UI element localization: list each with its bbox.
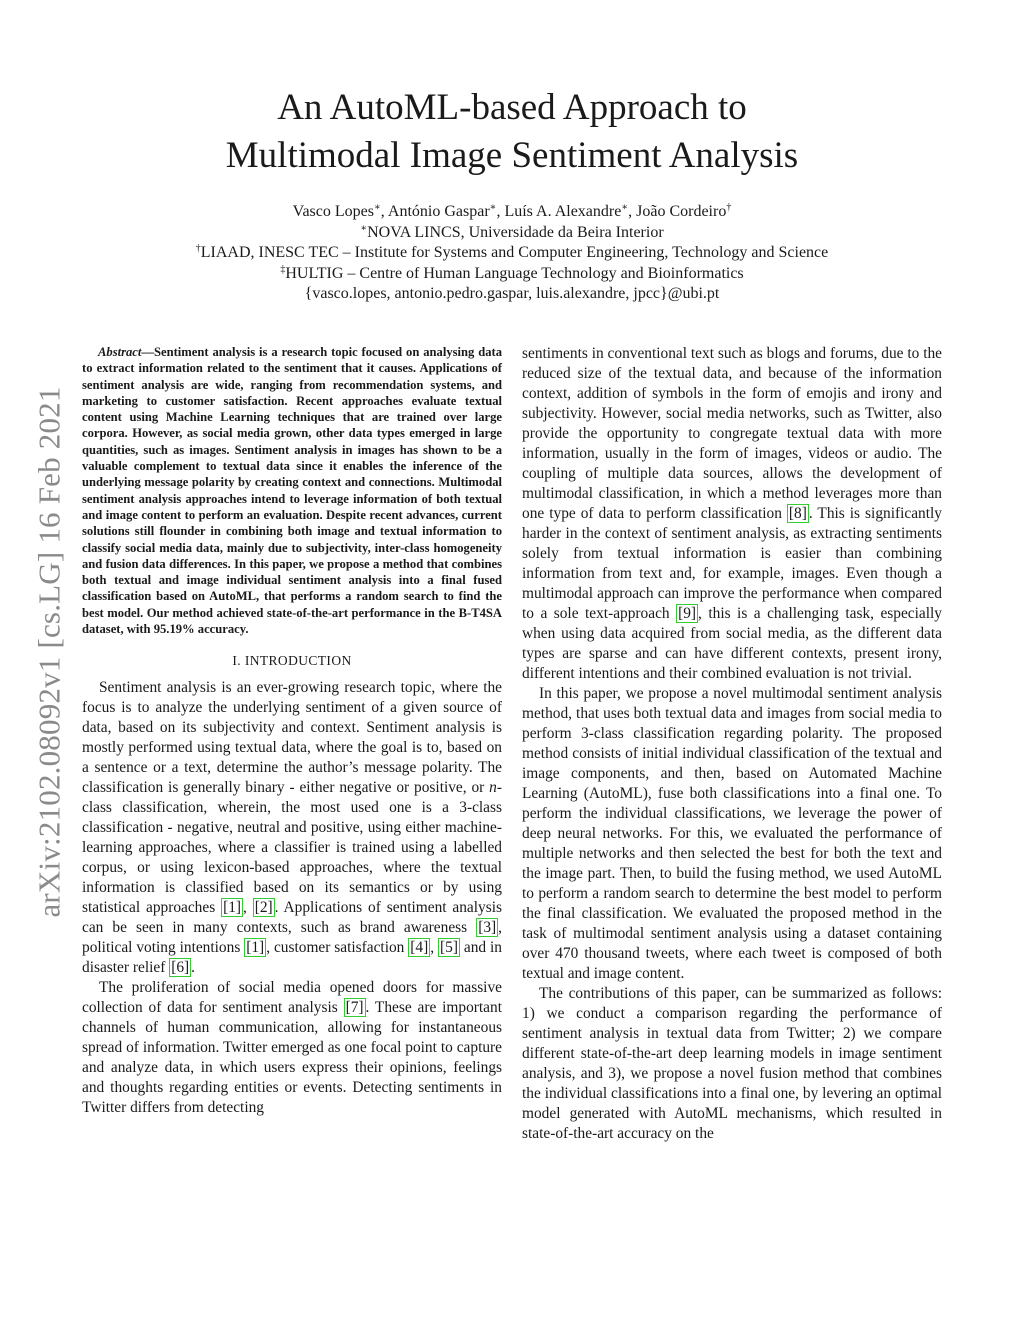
- text-run: , political voting intentions: [82, 919, 502, 957]
- abstract-text: —Sentiment analysis is a research topic focused on analysing data to extract information related to the sentiment that it causes. Applications of sentiment analysis are wide, ranging from recommendation systems, and marketing to customer satisfaction. Recent approaches evaluate textual content using Machine Learning techniques that are trained over large corpora. However, as social media grown, other data types emerged in large quantities, such as images. Sentiment analysis in images has shown to be a valuable complement to textual data since it enables the inference of the underlying message polarity by creating context and connections. Multimodal sentiment analysis approaches intend to leverage information of both textual and image content to perform an evaluation. Despite recent advances, current solutions still flounder in combining both image and textual information to classify social media data, mainly due to subjectivity, inter-class homogeneity and fusion data differences. In this paper, we propose a method that combines both textual and image individual sentiment analysis into a final fused classification based on AutoML, that performs a random search to find the best model. Our method achieved state-of-the-art performance in the B-T4SA dataset, with 95.19% accuracy.: [82, 345, 502, 637]
- affiliation-nova-text: NOVA LINCS, Universidade da Beira Interior: [367, 223, 664, 241]
- author-separator: ,: [628, 203, 637, 220]
- intro-paragraph-2-continued: [522, 344, 942, 684]
- author-2: António Gaspar: [387, 203, 490, 220]
- text-run: , customer satisfaction: [266, 939, 409, 957]
- affiliation-liaad-text: LIAAD, INESC TEC – Institute for Systems and Computer Engineering, Technology and Science: [200, 244, 829, 261]
- text-run: ,: [430, 939, 439, 957]
- citation-link[interactable]: [9]: [678, 605, 697, 622]
- author-3-mark: ∗: [621, 202, 629, 213]
- text-run: , this is a challenging task, especially when using data acquired from social media, as the different data types are sparse and can have different contexts, present irony, different intentions and their combined evaluation is not trivial.: [522, 605, 942, 682]
- citation-link[interactable]: [6]: [171, 959, 190, 977]
- text-run: Sentiment analysis is an ever-growing research topic, where the focus is to analyze the underlying sentiment of a given source of data, based on its subjectivity and context. Sentiment analysis is mostly performed using textual data, where the goal is to, based on a sentence or a text, determine the author’s message polarity. The classification is generally binary - either negative or positive, or: [82, 679, 502, 797]
- text-run: ,: [243, 899, 253, 917]
- author-emails: {vasco.lopes, antonio.pedro.gaspar, luis.alexandre, jpcc}@ubi.pt: [304, 285, 720, 302]
- text-run: . Applications of sentiment analysis can be seen in many contexts, such as brand awareness: [82, 899, 502, 937]
- section-title-initial: I: [244, 653, 250, 669]
- intro-paragraph-1: [82, 678, 502, 978]
- citation-link[interactable]: [4]: [410, 939, 429, 957]
- author-block: [0, 202, 1024, 305]
- affiliation-mark: ‡: [280, 263, 286, 275]
- intro-paragraph-4: The contributions of this paper, can be summarized as follows: 1) we conduct a comparison regarding the performance of sentiment analysis in textual data from Twitter; 2) we compare different state-of-the-art deep learning models in image sentiment analysis, and 3), we propose a novel fusion method that combines the individual classifications into a final one, by levering an optimal model generated with AutoML mechanisms, which resulted in state-of-the-art accuracy on the: [522, 985, 942, 1142]
- author-1-mark: ∗: [373, 202, 381, 213]
- author-3: Luís A. Alexandre: [504, 203, 622, 220]
- arxiv-id: arXiv:2102.08092v1 [cs.LG] 16 Feb 2021: [32, 386, 67, 918]
- intro-paragraph-2: [82, 978, 502, 1118]
- text-run: -class classification, wherein, the most used one is a 3-class classification - negative, neutral and positive, using either machine-learning approaches, where a classifier is trained using a labelled corpus, or using lexicon-based approaches, where the textual information is classified based on its semantics or by using statistical approaches: [82, 779, 502, 917]
- author-1: Vasco Lopes: [292, 203, 374, 220]
- abstract-label: Abstract: [98, 345, 142, 359]
- affiliation-mark: ∗: [360, 222, 368, 234]
- text-run: .: [191, 959, 195, 977]
- author-4-mark: †: [726, 202, 732, 213]
- citation-link[interactable]: [3]: [478, 919, 497, 937]
- author-separator: ,: [380, 203, 388, 220]
- title-line-1: An AutoML-based Approach to: [277, 87, 747, 128]
- text-run: . These are important channels of human communication, allowing for instantaneous spread of information. Twitter emerged as one focal point to capture and analyze data, in which users express their opinions, feelings and thoughts regarding entities or events. Detecting sentiments in Twitter differs from detecting: [82, 999, 502, 1117]
- intro-paragraph-3: In this paper, we propose a novel multimodal sentiment analysis method, that uses both textual data and images from social media to perform 3-class classification regarding polarity. The proposed method consists of initial individual classification of the textual and image components, and then, based on Automated Machine Learning (AutoML), fuse both classifications into a final one. To perform the individual classifications, we leverage the power of deep neural networks. For this, we evaluated the performance of multiple networks and then selected the best for both the text and the image part. Then, to build the fusing method, we used AutoML to perform a random search to determine the best model to perform the final classification. We evaluated the proposed method in the task of multimodal sentiment analysis using a dataset containing over 470 thousand tweets, where each tweet is composed of both textual and image content.: [522, 685, 942, 982]
- affiliation-nova: [0, 223, 1024, 244]
- author-4: João Cordeiro: [636, 203, 727, 220]
- citation-link[interactable]: [1]: [223, 899, 242, 917]
- title-line-2: Multimodal Image Sentiment Analysis: [225, 135, 799, 176]
- affiliation-hultig: [0, 264, 1024, 285]
- text-run: . This is significantly harder in the context of sentiment analysis, as extracting sentiments solely from textual information is easier than combining information from text and, for example, images. Even though a multimodal approach can improve the performance when compared to a sole text-approach: [522, 505, 942, 622]
- section-heading-introduction: [82, 653, 502, 669]
- abstract: [82, 344, 502, 637]
- text-run: sentiments in conventional text such as blogs and forums, due to the reduced size of the textual data, and because of the information context, addition of symbols in the form of emojis and irony and subjectivity. However, social media networks, such as Twitter, also provide the opportunity to congregate textual data with more information, usually in the form of images, videos or audio. The coupling of multiple data sources, allows the development of multimodal classification, in which a method leverages more than one type of data to perform classification: [522, 345, 942, 522]
- citation-link[interactable]: [2]: [254, 899, 273, 917]
- left-column: [82, 344, 502, 1118]
- section-number: I.: [232, 653, 242, 669]
- author-separator: ,: [496, 203, 505, 220]
- citation-link[interactable]: [5]: [440, 939, 458, 957]
- math-n: n: [489, 779, 497, 797]
- affiliation-mark: †: [195, 243, 201, 254]
- affiliation-hultig-text: HULTIG – Centre of Human Language Technology and Bioinformatics: [285, 264, 744, 282]
- right-column: [522, 344, 942, 1144]
- section-title-rest: NTRODUCTION: [249, 653, 352, 669]
- paper-title: [0, 84, 1024, 180]
- text-run: and in disaster relief: [82, 939, 502, 977]
- author-2-mark: ∗: [489, 202, 497, 213]
- arxiv-stamp: [32, 352, 68, 952]
- affiliation-liaad: [0, 243, 1024, 264]
- author-list: [0, 202, 1024, 223]
- text-run: The proliferation of social media opened doors for massive collection of data for sentiment analysis: [82, 979, 502, 1017]
- citation-link[interactable]: [7]: [345, 999, 364, 1017]
- citation-link[interactable]: [8]: [788, 505, 807, 522]
- citation-link[interactable]: [1]: [246, 939, 265, 957]
